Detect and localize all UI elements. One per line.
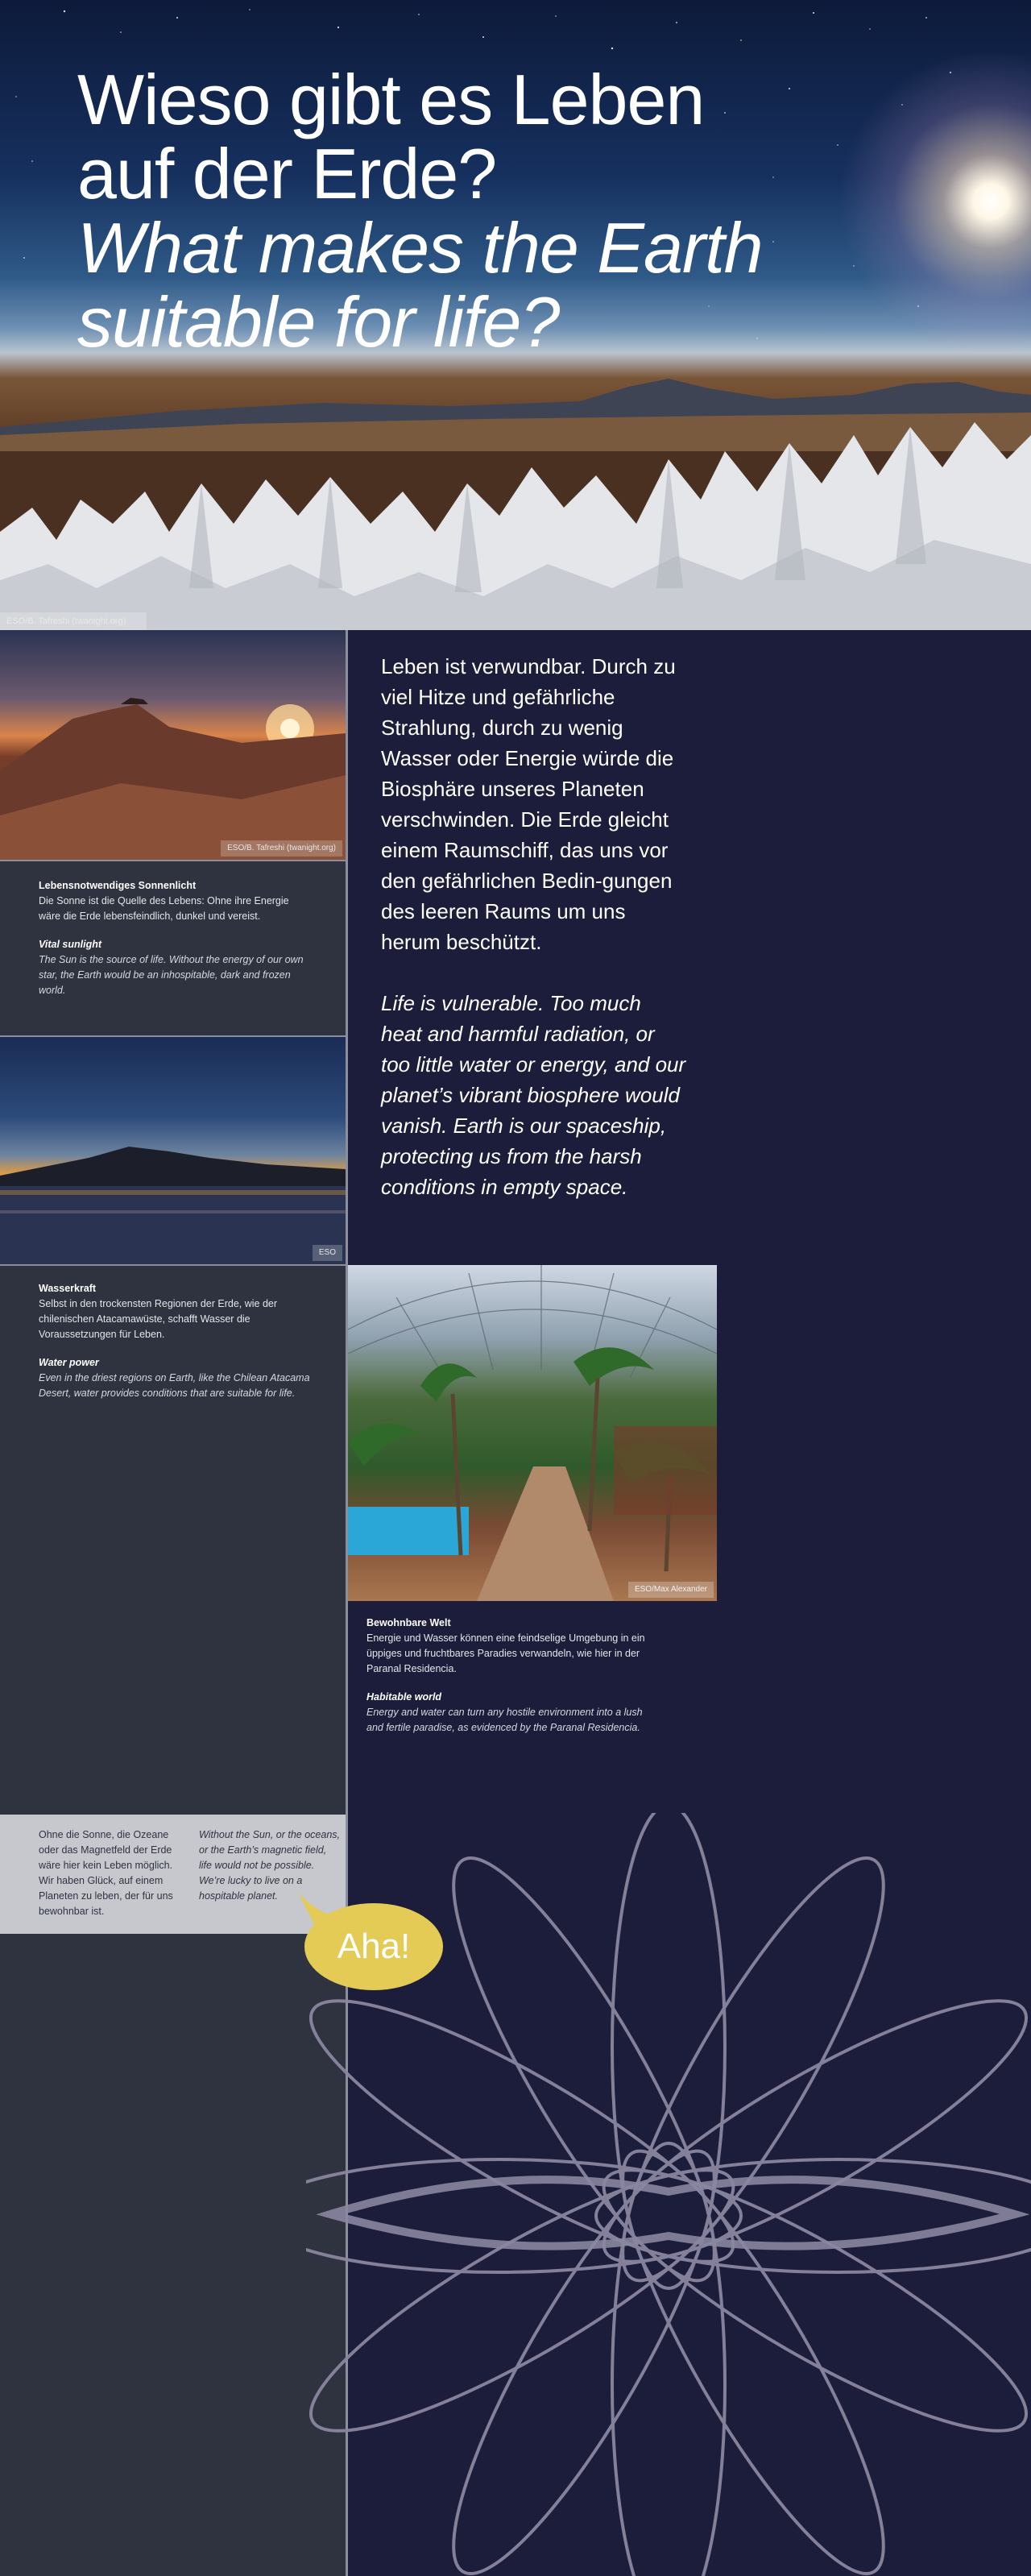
atacama-dusk-photo (0, 1037, 346, 1264)
sunset-photo (0, 630, 346, 860)
dusk-landscape (0, 1037, 346, 1264)
divider (0, 860, 346, 861)
card-heading-en: Water power (39, 1357, 99, 1368)
photo1-credit: ESO/B. Tafreshi (twanight.org) (221, 840, 342, 857)
card-heading-de: Wasserkraft (39, 1283, 97, 1294)
residencia-garden (348, 1265, 717, 1601)
card-heading-en: Habitable world (366, 1691, 442, 1703)
card-body-de: Energie und Wasser können eine feindselige Umgebung in ein üppiges und fruchtbares Paradies verwandeln, wie hier in der Paranal Residencia. (366, 1632, 645, 1674)
card-body-de: Selbst in den trockensten Regionen der Erde, wie der chilenischen Atacamawüste, schafft Wasser die Voraussetzungen für Leben. (39, 1298, 278, 1340)
title-de-line-2: auf der Erde? (77, 134, 497, 214)
hero-photo-credit: ESO/B. Tafreshi (twanight.org) (0, 612, 147, 630)
card-heading-en: Vital sunlight (39, 939, 102, 950)
divider (0, 1264, 346, 1266)
photo2-credit: ESO (313, 1245, 342, 1261)
card-body-en: Energy and water can turn any hostile environment into a lush and fertile paradise, as evidenced by the Paranal Residencia. (366, 1707, 643, 1733)
residencia-photo (348, 1265, 717, 1601)
aha-text-en: Without the Sun, or the oceans, or the Earth’s magnetic field, life would not be possible. We’re lucky to live on a hospitable planet. (199, 1829, 340, 1902)
title-en-line-2: suitable for life? (77, 282, 560, 362)
intro-de: Leben ist verwundbar. Durch zu viel Hitze und gefährliche Strahlung, durch zu wenig Wasser oder Energie würde die Biosphäre unseres Planeten verschwinden. Die Erde gleicht einem Raumschiff, das uns vor den gefährlichen Bedin-gungen des leeren Raums um uns herum beschützt. (381, 654, 676, 954)
card-vital-sunlight (39, 878, 313, 998)
sunset-landscape (0, 630, 346, 860)
intro-en: Life is vulnerable. Too much heat and harmful radiation, or too little water or energy, and our planet’s vibrant biosphere would vanish. Earth is our spaceship, protecting us from the harsh conditions in empty space. (381, 991, 686, 1199)
title-en-line-1: What makes the Earth (77, 208, 763, 288)
card-body-de: Die Sonne ist die Quelle des Lebens: Ohne ihre Energie wäre die Erde lebensfeindlich, dunkel und vereist. (39, 895, 289, 922)
card-water-power (39, 1281, 313, 1401)
photo3-credit: ESO/Max Alexander (628, 1582, 714, 1598)
card-heading-de: Lebensnotwendiges Sonnenlicht (39, 880, 197, 891)
title-de-line-1: Wieso gibt es Leben (77, 60, 705, 139)
hero-section (0, 0, 1031, 630)
card-body-en: Even in the driest regions on Earth, like the Chilean Atacama Desert, water provides conditions that are suitable for life. (39, 1372, 310, 1399)
card-body-en: The Sun is the source of life. Without the energy of our own star, the Earth would be an inhospitable, dark and frozen world. (39, 954, 304, 996)
snow-penitentes (0, 403, 1031, 630)
page-title (77, 60, 763, 362)
aha-speech-bubble: Aha! (304, 1903, 443, 1990)
aha-fact-box (0, 1815, 346, 1934)
card-heading-de: Bewohnbare Welt (366, 1617, 451, 1628)
intro-text (381, 651, 687, 1202)
aha-text-de: Ohne die Sonne, die Ozeane oder das Magnetfeld der Erde wäre hier kein Leben möglich. Wir haben Glück, auf einem Planeten zu leben, der für uns bewohnbar ist. (39, 1829, 173, 1917)
card-habitable-world (366, 1616, 656, 1736)
